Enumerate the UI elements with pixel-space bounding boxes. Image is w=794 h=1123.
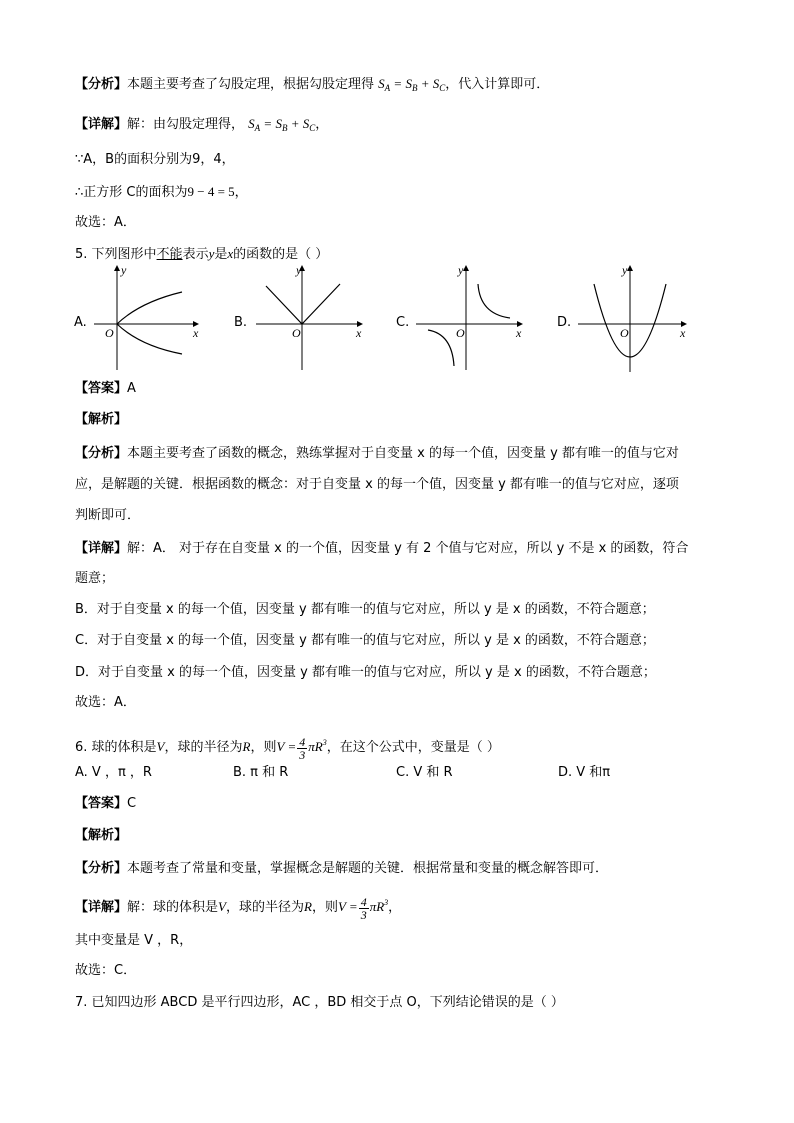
fenxi-q6: 【分析】本题考查了常量和变量，掌握概念是解题的关键．根据常量和变量的概念解答即可． — [75, 861, 609, 876]
formula-sa-sb-sc: $S_A = S_B + S_C$ — [378, 76, 446, 93]
analysis-heading-q5: 【解析】 — [75, 412, 128, 427]
y-axis-label-c: y — [458, 263, 464, 277]
since-line: ∵A，B的面积分别为9，4， — [75, 152, 235, 167]
area-expression: 9 − 4 = 5 — [187, 184, 235, 199]
answer-q5: A — [127, 381, 136, 396]
choice-line-q6: 故选：C． — [75, 963, 137, 978]
xiangjie-q5-line2: 题意； — [75, 571, 115, 586]
answer-line-q5: 【答案】A — [75, 381, 136, 396]
option-a-label: A. — [74, 315, 87, 330]
graph-a — [90, 262, 205, 374]
detail-tag: 【详解】 — [75, 117, 128, 132]
option-6c: C. V 和 R — [396, 765, 453, 780]
xiangjie-q5-line4: C．对于自变量 x 的每一个值，因变量 y 都有唯一的值与它对应，所以 y 是 x 的函数，不符合题意； — [75, 633, 655, 648]
question-5-stem: 5. 下列图形中不能表示y是x的函数的是（ ） — [75, 246, 329, 262]
fenxi-q5-line2: 应，是解题的关键．根据函数的概念：对于自变量 x 的每一个值，因变量 y 都有唯一的值与它对应，逐项 — [75, 477, 679, 492]
formula-sa-sb-sc-2: $S_A = S_B + S_C$ — [248, 116, 316, 133]
xiangjie-q5-line3: B．对于自变量 x 的每一个值，因变量 y 都有唯一的值与它对应，所以 y 是 x 的函数，不符合题意； — [75, 602, 655, 617]
fenxi-q5-line3: 判断即可． — [75, 508, 141, 523]
option-6d: D. V 和π — [558, 765, 611, 780]
analysis-text: 本题主要考查了勾股定理，根据勾股定理得 — [127, 77, 375, 92]
origin-label-a: O — [105, 326, 114, 340]
variables-line: 其中变量是 V ，R， — [75, 933, 193, 948]
option-d-label: D. — [557, 315, 572, 330]
analysis-tag: 【分析】 — [75, 77, 128, 92]
graph-b — [254, 262, 369, 374]
analysis-tail: ，代入计算即可． — [445, 77, 550, 92]
origin-label-d: O — [620, 326, 629, 340]
origin-label-b: O — [292, 326, 301, 340]
question-6-stem: 6. 球的体积是V，球的半径为R，则V = $\frac{4}{3}$ $\pi R^3$，在这个公式中，变量是（ ） — [75, 734, 500, 762]
graph-c — [414, 262, 529, 374]
curve-b — [266, 284, 340, 324]
x-axis-label-c: x — [516, 326, 522, 340]
volume-formula-2: V = $\frac{4}{3}$ $\pi R^3$ — [337, 894, 389, 922]
option-c-label: C. — [396, 315, 410, 330]
analysis-line-q4 — [75, 75, 734, 97]
volume-formula: V = $\frac{4}{3}$ $\pi R^3$ — [276, 734, 327, 762]
y-axis-label-d: y — [622, 263, 628, 277]
choice-line-q5: 故选：A． — [75, 695, 136, 710]
answer-line-q6: 【答案】C — [75, 796, 137, 811]
origin-label-c: O — [456, 326, 465, 340]
x-axis-label-d: x — [680, 326, 686, 340]
curve-c-lower — [428, 330, 454, 366]
x-axis-label-a: x — [193, 326, 199, 340]
xiangjie-q6-line1: 【详解】解：球的体积是V，球的半径为R，则V = $\frac{4}{3}$ $\pi R^3$， — [75, 894, 402, 922]
xiangjie-q5-line1: 【详解】解：A． 对于存在自变量 x 的一个值，因变量 y 有 2 个值与它对应，所以 y 不是 x 的函数，符合 — [75, 541, 689, 556]
curve-a — [117, 292, 182, 354]
option-b-label: B. — [234, 315, 248, 330]
curve-c-upper — [478, 284, 510, 318]
option-6a: A. V ，π ，R — [75, 765, 152, 780]
xiangjie-q5-line5: D．对于自变量 x 的每一个值，因变量 y 都有唯一的值与它对应，所以 y 是 x 的函数，不符合题意； — [75, 665, 656, 680]
fenxi-q5-line1: 【分析】本题主要考查了函数的概念，熟练掌握对于自变量 x 的每一个值，因变量 y 都有唯一的值与它对 — [75, 446, 679, 461]
x-axis-label-b: x — [356, 326, 362, 340]
option-6b: B. π 和 R — [233, 765, 289, 780]
analysis-heading-q6: 【解析】 — [75, 828, 128, 843]
underlined-not: 不能 — [156, 247, 183, 262]
graph-d — [576, 262, 691, 374]
answer-q6: C — [127, 796, 137, 811]
y-axis-label-b: y — [296, 263, 302, 277]
choice-line-q4: 故选：A． — [75, 215, 136, 230]
detail-line-q4: 【详解】解：由勾股定理得， $S_A = S_B + S_C$， — [75, 116, 329, 133]
question-7-stem: 7. 已知四边形 ABCD 是平行四边形，AC ，BD 相交于点 O，下列结论错误的是（ ） — [75, 995, 564, 1010]
y-axis-label-a: y — [121, 263, 127, 277]
therefore-line: ∴正方形 C的面积为9 − 4 = 5， — [75, 184, 248, 200]
detail-text: 解：由勾股定理得， — [127, 117, 245, 132]
